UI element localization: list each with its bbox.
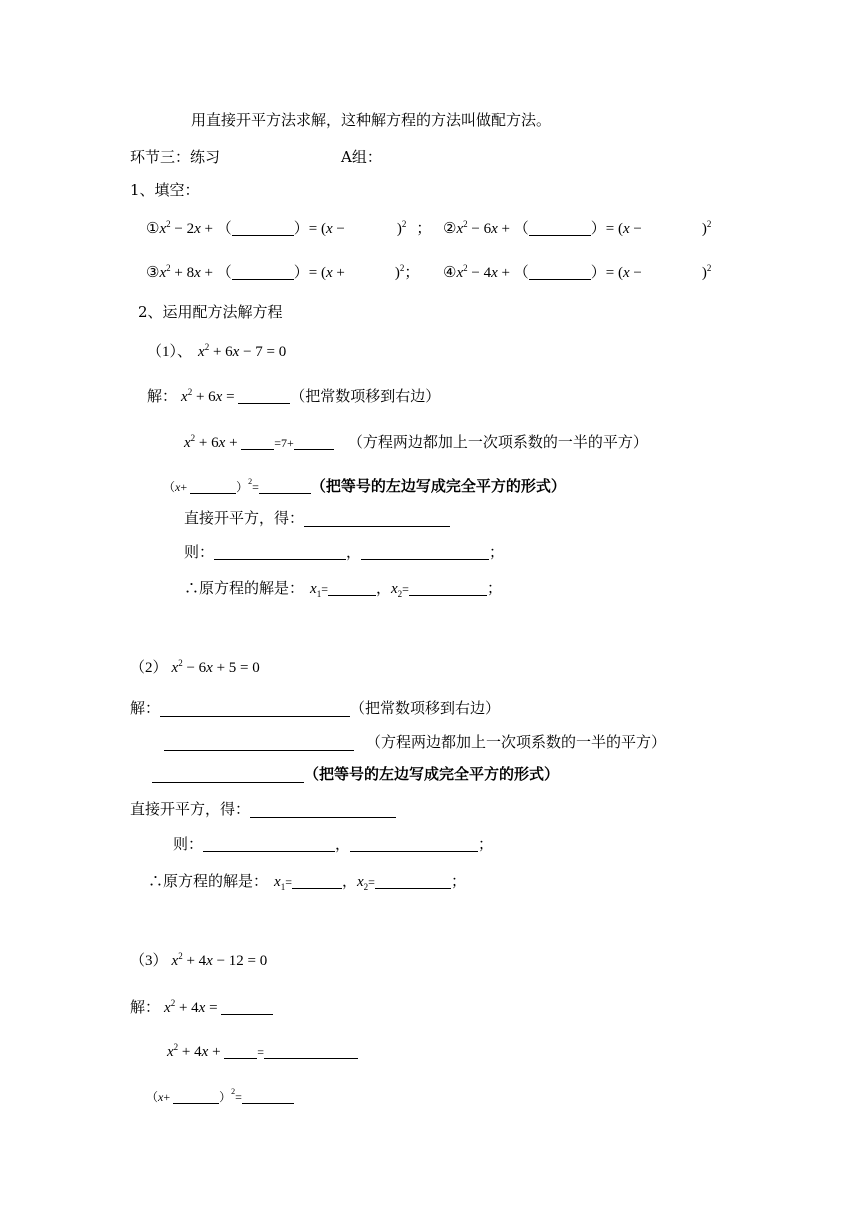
step-label: ∴原方程的解是： <box>184 579 305 597</box>
problem-label: （2） <box>130 660 168 676</box>
fill-item-1 <box>146 219 431 239</box>
problem-1-step-1 <box>147 387 440 407</box>
problem-1-equation <box>147 342 286 362</box>
problem-1-step-5 <box>184 542 504 562</box>
punct: ； <box>489 543 505 561</box>
equals: = <box>285 875 292 889</box>
answer-blank[interactable] <box>238 389 290 404</box>
subscript: 1 <box>280 882 286 892</box>
exponent: 2 <box>166 219 171 229</box>
separator: ； <box>404 265 420 281</box>
paren: ) <box>396 221 402 237</box>
group-label: A组： <box>341 148 382 166</box>
problem-1-step-6 <box>184 578 502 599</box>
equals: = <box>235 1090 242 1104</box>
var: x <box>171 953 179 969</box>
answer-blank[interactable] <box>164 735 354 751</box>
q2-title: 2、运用配方法解方程 <box>138 303 283 321</box>
paren: （ <box>163 480 176 494</box>
term: + <box>208 1044 225 1060</box>
var: x <box>158 1090 164 1104</box>
exponent: 2 <box>231 1087 236 1096</box>
exponent: 2 <box>706 219 712 229</box>
fill-item-2 <box>443 219 711 239</box>
term: + <box>225 435 242 451</box>
item-number: ① <box>146 221 160 237</box>
var: x <box>181 389 188 405</box>
exponent: 2 <box>401 219 407 229</box>
term: + 4 <box>175 1000 199 1016</box>
step-label: ∴原方程的解是： <box>148 872 269 890</box>
var: x <box>184 435 191 451</box>
paren: （ <box>146 1090 159 1104</box>
exponent: 2 <box>166 263 171 273</box>
answer-blank[interactable] <box>294 435 334 450</box>
punct: ； <box>478 835 494 853</box>
var: x <box>232 344 240 360</box>
item-number: ③ <box>146 265 160 281</box>
section-heading: 环节三：练习 <box>130 148 221 166</box>
term: + 4 <box>182 953 207 969</box>
answer-blank[interactable] <box>203 837 335 852</box>
q1-title: 1、填空： <box>130 181 200 199</box>
answer-blank[interactable] <box>304 511 450 527</box>
term: − 12 = 0 <box>212 953 268 969</box>
sign: − <box>332 221 345 237</box>
var: x <box>164 1000 171 1016</box>
equals: = <box>205 1000 222 1016</box>
answer-blank[interactable] <box>152 767 304 783</box>
var: x <box>491 265 498 281</box>
equals: = <box>257 1045 265 1059</box>
term: − 7 = 0 <box>239 344 287 360</box>
step-note: （把常数项移到右边） <box>290 389 441 405</box>
punct: ； <box>450 872 466 890</box>
problem-2-step-5 <box>173 834 493 854</box>
answer-blank[interactable] <box>375 874 451 889</box>
term: + <box>163 1090 174 1104</box>
var: x <box>622 221 630 237</box>
var: x <box>201 1044 209 1060</box>
answer-blank[interactable] <box>361 545 489 560</box>
problem-1-step-3 <box>163 472 566 497</box>
problem-3-step-2 <box>167 1042 358 1062</box>
subscript: 2 <box>363 882 369 892</box>
problem-2-step-3 <box>152 764 559 784</box>
punct: ， <box>341 872 357 890</box>
exponent: 2 <box>706 263 712 273</box>
var: x <box>274 874 281 890</box>
term: + 6 <box>209 344 233 360</box>
exponent: 2 <box>178 951 183 961</box>
separator: ； <box>416 221 432 237</box>
var: x <box>356 874 364 890</box>
equals: = <box>321 582 328 596</box>
exponent: 2 <box>173 1042 179 1052</box>
var: x <box>175 480 181 494</box>
equals: = ( <box>605 265 623 281</box>
punct: ， <box>375 579 391 597</box>
equals: =7+ <box>274 436 294 450</box>
var: x <box>215 389 223 405</box>
answer-blank[interactable] <box>232 221 294 236</box>
term: + （ <box>200 221 232 237</box>
answer-blank[interactable] <box>350 837 478 852</box>
answer-blank[interactable] <box>409 581 487 596</box>
step-note: （方程两边都加上一次项系数的一半的平方） <box>347 435 648 451</box>
step-note: （把等号的左边写成完全平方的形式） <box>304 765 560 783</box>
fill-item-4 <box>443 263 711 283</box>
punct: ， <box>335 835 351 853</box>
term: + 6 <box>192 389 216 405</box>
problem-2-step-4 <box>130 799 396 819</box>
exponent: 2 <box>204 342 210 352</box>
item-number: ④ <box>443 265 457 281</box>
exponent: 2 <box>463 219 468 229</box>
solve-label: 解： <box>147 389 178 405</box>
punct: ， <box>346 543 362 561</box>
term: − 4 <box>467 265 492 281</box>
equals: = ( <box>308 221 326 237</box>
problem-3-step-1 <box>130 998 273 1018</box>
exponent: 2 <box>190 433 196 443</box>
var: x <box>456 265 464 281</box>
item-number: ② <box>443 221 457 237</box>
paren: ） <box>293 221 309 237</box>
punct: ； <box>486 579 502 597</box>
solve-label: 解： <box>130 1000 161 1016</box>
step-label: 则： <box>184 543 215 561</box>
problem-1-step-4 <box>184 508 450 528</box>
var: x <box>194 265 201 281</box>
equals: = ( <box>605 221 623 237</box>
var: x <box>194 221 201 237</box>
term: + <box>180 480 191 494</box>
sign: + <box>332 265 345 281</box>
var: x <box>310 581 317 597</box>
equals: = <box>368 875 375 889</box>
answer-blank[interactable] <box>224 1044 257 1059</box>
var: x <box>159 265 167 281</box>
step-note: （把等号的左边写成完全平方的形式） <box>310 479 566 495</box>
problem-1-step-2 <box>184 433 648 453</box>
problem-2-equation <box>130 658 260 678</box>
equals: = <box>222 389 239 405</box>
term: + （ <box>497 221 529 237</box>
paren: ） <box>219 1090 232 1104</box>
paren: ) <box>701 265 707 281</box>
answer-blank[interactable] <box>232 265 294 280</box>
term: − 6 <box>467 221 492 237</box>
problem-label: （3） <box>130 953 168 969</box>
exponent: 2 <box>248 477 253 486</box>
answer-blank[interactable] <box>242 1089 294 1104</box>
problem-2-step-6 <box>148 871 466 892</box>
problem-2-step-1 <box>130 698 500 718</box>
problem-3-equation <box>130 951 267 971</box>
paren: ） <box>590 221 606 237</box>
step-note: （把常数项移到右边） <box>350 699 501 717</box>
exponent: 2 <box>399 263 405 273</box>
paren: ） <box>293 265 309 281</box>
subscript: 2 <box>397 589 403 599</box>
answer-blank[interactable] <box>529 265 591 280</box>
term: + 5 = 0 <box>212 660 260 676</box>
sign: − <box>629 221 642 237</box>
term: + （ <box>200 265 232 281</box>
term: − 6 <box>182 660 207 676</box>
var: x <box>167 1044 174 1060</box>
answer-blank[interactable] <box>241 435 274 450</box>
sign: − <box>629 265 642 281</box>
step-label: 直接开平方，得： <box>130 800 251 818</box>
var: x <box>206 660 213 676</box>
equals: = <box>252 480 259 494</box>
var: x <box>206 953 213 969</box>
fill-item-3 <box>146 263 419 283</box>
step-label: 则： <box>173 835 204 853</box>
term: + 6 <box>195 435 219 451</box>
step-note: （方程两边都加上一次项系数的一半的平方） <box>366 733 667 751</box>
var: x <box>218 435 226 451</box>
exponent: 2 <box>178 658 183 668</box>
var: x <box>456 221 464 237</box>
answer-blank[interactable] <box>221 1000 273 1015</box>
subscript: 1 <box>316 589 322 599</box>
var: x <box>198 1000 206 1016</box>
term: + （ <box>497 265 529 281</box>
equals: = <box>402 582 409 596</box>
var: x <box>198 344 205 360</box>
var: x <box>159 221 167 237</box>
term: + 4 <box>178 1044 202 1060</box>
answer-blank[interactable] <box>264 1044 358 1059</box>
exponent: 2 <box>463 263 468 273</box>
answer-blank[interactable] <box>250 802 396 818</box>
exponent: 2 <box>187 387 193 397</box>
problem-2-step-2 <box>164 732 666 752</box>
paren: ) <box>701 221 707 237</box>
term: + 8 <box>170 265 195 281</box>
answer-blank[interactable] <box>160 701 350 717</box>
intro-line: 用直接开平方法求解，这种解方程的方法叫做配方法。 <box>191 111 552 129</box>
var: x <box>325 221 333 237</box>
answer-blank[interactable] <box>173 1089 219 1104</box>
answer-blank[interactable] <box>292 874 342 889</box>
paren: ） <box>590 265 606 281</box>
var: x <box>390 581 398 597</box>
var: x <box>325 265 333 281</box>
solve-label: 解： <box>130 699 161 717</box>
answer-blank[interactable] <box>328 581 376 596</box>
answer-blank[interactable] <box>529 221 591 236</box>
paren: ) <box>394 265 400 281</box>
problem-label: （1）、 <box>147 344 193 360</box>
paren: ） <box>236 480 249 494</box>
answer-blank[interactable] <box>214 545 346 560</box>
exponent: 2 <box>170 998 176 1008</box>
answer-blank[interactable] <box>190 479 236 494</box>
equals: = ( <box>308 265 326 281</box>
var: x <box>622 265 630 281</box>
var: x <box>491 221 498 237</box>
problem-3-step-3 <box>146 1082 294 1107</box>
step-label: 直接开平方，得： <box>184 509 305 527</box>
answer-blank[interactable] <box>259 479 311 494</box>
var: x <box>171 660 179 676</box>
term: − 2 <box>170 221 195 237</box>
